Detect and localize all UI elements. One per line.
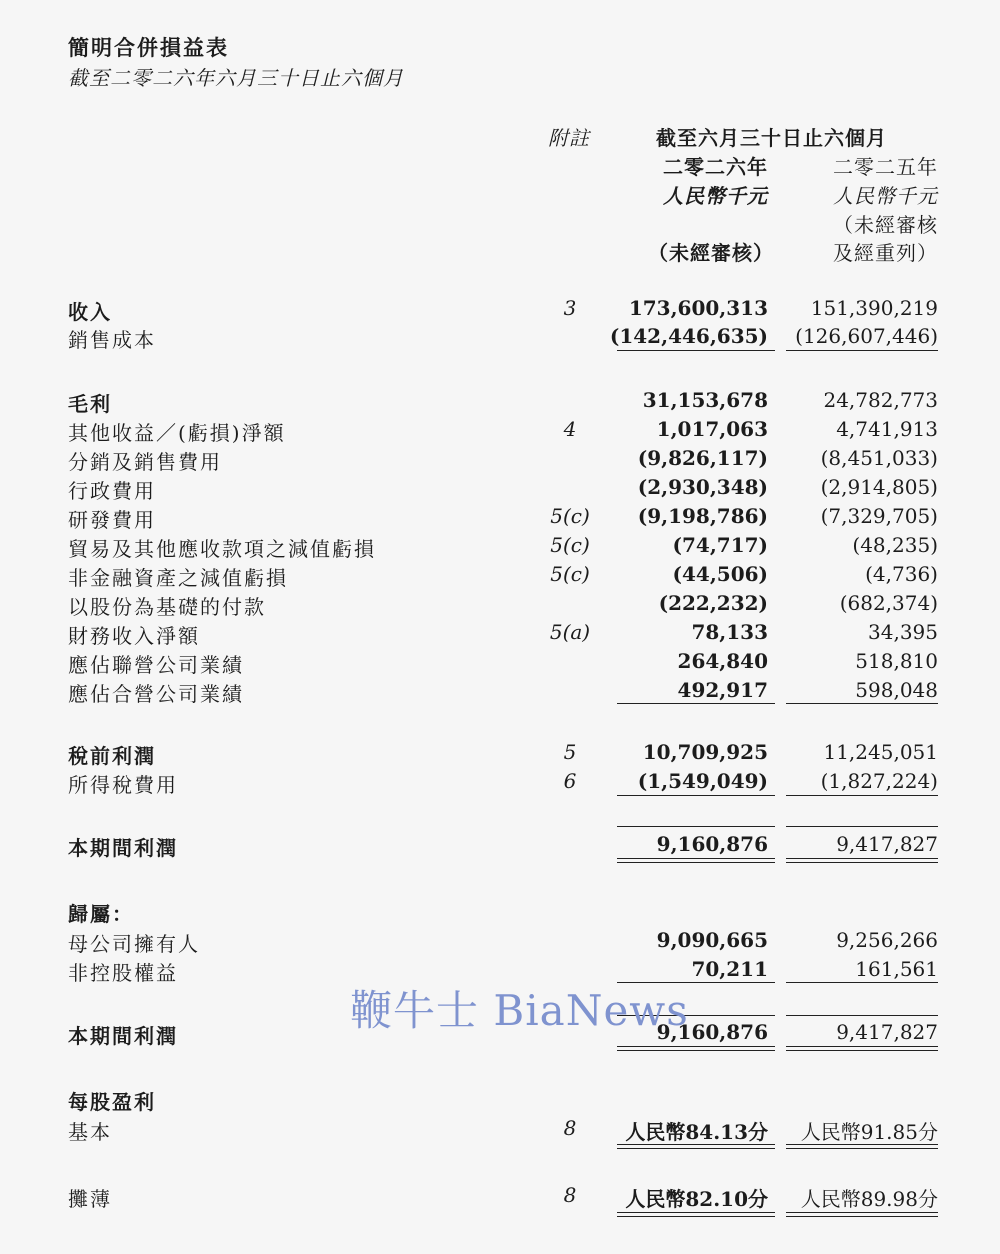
audit-prior-header-line1: （未經審核	[833, 213, 938, 237]
row-label: 本期間利潤	[68, 836, 178, 860]
row-value-2026: 10,709,925	[642, 740, 768, 764]
row-value-2026: 9,160,876	[656, 832, 768, 856]
row-value-2025: (4,736)	[865, 562, 938, 586]
row-note: 5(c)	[550, 504, 590, 528]
row-label: 收入	[68, 300, 112, 324]
row-note: 5	[563, 740, 577, 764]
subtotal-rule	[786, 826, 938, 827]
row-value-2026: (44,506)	[672, 562, 768, 586]
row-label: 行政費用	[68, 479, 156, 503]
audit-current-header: （未經審核）	[648, 241, 774, 265]
bianews-watermark: 鞭牛士 BiaNews	[350, 986, 689, 1035]
eps-double-rule	[786, 1144, 938, 1149]
total-double-rule	[786, 858, 938, 863]
row-value-2025: 11,245,051	[823, 740, 938, 764]
row-label: 攤薄	[68, 1187, 112, 1211]
note-column-header: 附註	[548, 126, 590, 150]
row-value-2026: 264,840	[677, 649, 768, 673]
total-double-rule	[786, 1046, 938, 1051]
row-value-2025: (7,329,705)	[820, 504, 938, 528]
row-value-2025: (2,914,805)	[820, 475, 938, 499]
row-value-2026: 492,917	[677, 678, 768, 702]
subtotal-rule	[617, 350, 775, 351]
row-value-2026: 9,160,876	[656, 1020, 768, 1044]
currency-current-header: 人民幣千元	[663, 184, 768, 208]
subtotal-rule	[617, 703, 775, 704]
row-value-2025: 151,390,219	[810, 296, 938, 320]
row-value-2025: 4,741,913	[836, 417, 938, 441]
year-prior-header: 二零二五年	[833, 155, 938, 179]
row-note: 3	[563, 296, 577, 320]
audit-prior-header-line2: 及經重列）	[833, 241, 938, 265]
row-label: 基本	[68, 1120, 112, 1144]
row-value-2026: 1,017,063	[656, 417, 768, 441]
subtotal-rule	[786, 1015, 938, 1016]
row-label: 每股盈利	[68, 1090, 156, 1114]
row-label: 應佔聯營公司業績	[68, 653, 244, 677]
subtotal-rule	[786, 350, 938, 351]
subtotal-rule	[617, 795, 775, 796]
row-value-2025: 161,561	[855, 957, 938, 981]
statement-subtitle: 截至二零二六年六月三十日止六個月	[68, 66, 404, 90]
row-label: 歸屬：	[68, 902, 134, 926]
year-current-header: 二零二六年	[663, 155, 768, 179]
row-label: 其他收益／(虧損)淨額	[68, 421, 286, 445]
row-value-2026: 人民幣82.10分	[625, 1187, 768, 1211]
row-label: 分銷及銷售費用	[68, 450, 222, 474]
row-value-2025: 9,417,827	[836, 832, 938, 856]
total-double-rule	[617, 1046, 775, 1051]
row-label: 應佔合營公司業績	[68, 682, 244, 706]
row-note: 4	[563, 417, 577, 441]
row-value-2026: 31,153,678	[642, 388, 768, 412]
eps-double-rule	[617, 1144, 775, 1149]
row-value-2026: (9,198,786)	[637, 504, 768, 528]
row-label: 稅前利潤	[68, 744, 156, 768]
row-value-2025: 24,782,773	[823, 388, 938, 412]
eps-double-rule	[786, 1212, 938, 1217]
row-label: 非金融資產之減值虧損	[68, 566, 288, 590]
row-value-2026: (222,232)	[658, 591, 768, 615]
row-value-2026: 9,090,665	[656, 928, 768, 952]
total-double-rule	[617, 858, 775, 863]
row-value-2025: 9,256,266	[836, 928, 938, 952]
period-header: 截至六月三十日止六個月	[656, 126, 887, 150]
subtotal-rule	[786, 982, 938, 983]
row-label: 母公司擁有人	[68, 932, 200, 956]
row-value-2025: 人民幣91.85分	[800, 1120, 938, 1144]
row-value-2026: (74,717)	[672, 533, 768, 557]
row-value-2025: 人民幣89.98分	[800, 1187, 938, 1211]
row-value-2026: 70,211	[691, 957, 768, 981]
statement-title: 簡明合併損益表	[68, 35, 229, 60]
eps-double-rule	[617, 1212, 775, 1217]
row-label: 銷售成本	[68, 328, 156, 352]
row-note: 5(c)	[550, 533, 590, 557]
row-value-2026: (2,930,348)	[637, 475, 768, 499]
subtotal-rule	[617, 826, 775, 827]
row-value-2026: (9,826,117)	[637, 446, 768, 470]
row-label: 所得稅費用	[68, 773, 178, 797]
row-label: 非控股權益	[68, 961, 178, 985]
row-value-2025: 598,048	[855, 678, 938, 702]
row-note: 5(a)	[549, 620, 591, 644]
row-value-2025: (126,607,446)	[795, 324, 938, 348]
currency-prior-header: 人民幣千元	[833, 184, 938, 208]
row-note: 5(c)	[550, 562, 590, 586]
row-label: 研發費用	[68, 508, 156, 532]
subtotal-rule	[786, 795, 938, 796]
row-label: 以股份為基礎的付款	[68, 595, 266, 619]
row-label: 毛利	[68, 392, 112, 416]
subtotal-rule	[786, 703, 938, 704]
row-value-2026: 78,133	[691, 620, 768, 644]
row-value-2025: 9,417,827	[836, 1020, 938, 1044]
row-value-2025: 518,810	[855, 649, 938, 673]
row-value-2025: (48,235)	[852, 533, 938, 557]
row-value-2026: 173,600,313	[628, 296, 768, 320]
row-value-2025: (682,374)	[839, 591, 938, 615]
row-label: 財務收入淨額	[68, 624, 200, 648]
row-value-2026: 人民幣84.13分	[625, 1120, 768, 1144]
row-note: 6	[563, 769, 577, 793]
row-label: 本期間利潤	[68, 1024, 178, 1048]
row-note: 8	[563, 1183, 577, 1207]
row-label: 貿易及其他應收款項之減值虧損	[68, 537, 376, 561]
row-value-2025: (1,827,224)	[820, 769, 938, 793]
row-note: 8	[563, 1116, 577, 1140]
row-value-2026: (1,549,049)	[637, 769, 768, 793]
row-value-2026: (142,446,635)	[609, 324, 768, 348]
row-value-2025: (8,451,033)	[820, 446, 938, 470]
row-value-2025: 34,395	[868, 620, 938, 644]
